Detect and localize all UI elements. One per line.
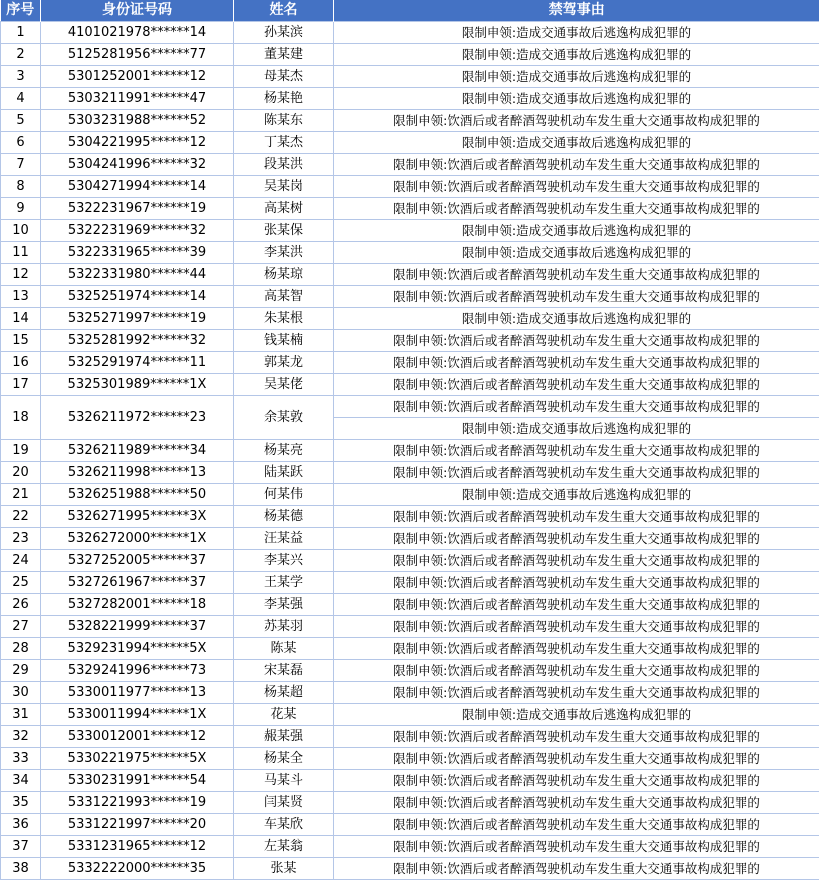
cell-reason: 限制申领:饮酒后或者醉酒驾驶机动车发生重大交通事故构成犯罪的 [334,748,819,770]
cell-name: 吴某岗 [234,176,334,198]
cell-id: 5326211989******34 [41,440,234,462]
table-row [1,572,819,594]
cell-name: 陈某 [234,638,334,660]
header-reason: 禁驾事由 [334,0,819,22]
cell-id: 5303211991******47 [41,88,234,110]
cell-reason: 限制申领:饮酒后或者醉酒驾驶机动车发生重大交通事故构成犯罪的 [334,176,819,198]
cell-name: 陈某东 [234,110,334,132]
cell-no: 12 [1,264,41,286]
cell-reason: 限制申领:饮酒后或者醉酒驾驶机动车发生重大交通事故构成犯罪的 [334,682,819,704]
cell-no: 22 [1,506,41,528]
cell-no: 20 [1,462,41,484]
cell-name: 杨某琼 [234,264,334,286]
cell-id: 5329231994******5X [41,638,234,660]
cell-id: 4101021978******14 [41,22,234,44]
cell-reason: 限制申领:造成交通事故后逃逸构成犯罪的 [334,418,819,440]
cell-reason: 限制申领:饮酒后或者醉酒驾驶机动车发生重大交通事故构成犯罪的 [334,110,819,132]
cell-no: 30 [1,682,41,704]
cell-name: 母某杰 [234,66,334,88]
table-row [1,330,819,352]
table-row [1,242,819,264]
table-row [1,748,819,770]
cell-no: 15 [1,330,41,352]
cell-no: 25 [1,572,41,594]
cell-reason: 限制申领:饮酒后或者醉酒驾驶机动车发生重大交通事故构成犯罪的 [334,550,819,572]
table-row [1,22,819,44]
cell-no: 13 [1,286,41,308]
cell-no: 33 [1,748,41,770]
cell-no: 37 [1,836,41,858]
cell-no: 17 [1,374,41,396]
cell-id: 5303231988******52 [41,110,234,132]
cell-id: 5327261967******37 [41,572,234,594]
table-row [1,528,819,550]
cell-reason: 限制申领:饮酒后或者醉酒驾驶机动车发生重大交通事故构成犯罪的 [334,638,819,660]
table-row [1,594,819,616]
cell-reason: 限制申领:造成交通事故后逃逸构成犯罪的 [334,66,819,88]
cell-reason: 限制申领:饮酒后或者醉酒驾驶机动车发生重大交通事故构成犯罪的 [334,396,819,418]
cell-name: 闫某贤 [234,792,334,814]
table-row [1,308,819,330]
cell-reason: 限制申领:饮酒后或者醉酒驾驶机动车发生重大交通事故构成犯罪的 [334,836,819,858]
cell-name: 汪某益 [234,528,334,550]
cell-no: 35 [1,792,41,814]
cell-reason: 限制申领:饮酒后或者醉酒驾驶机动车发生重大交通事故构成犯罪的 [334,660,819,682]
table-row [1,44,819,66]
cell-reason: 限制申领:饮酒后或者醉酒驾驶机动车发生重大交通事故构成犯罪的 [334,528,819,550]
cell-id: 5304241996******32 [41,154,234,176]
table-row [1,374,819,396]
cell-reason: 限制申领:饮酒后或者醉酒驾驶机动车发生重大交通事故构成犯罪的 [334,330,819,352]
cell-name: 车某欣 [234,814,334,836]
cell-name: 杨某艳 [234,88,334,110]
cell-no: 21 [1,484,41,506]
cell-name: 花某 [234,704,334,726]
cell-name: 李某兴 [234,550,334,572]
table-row [1,264,819,286]
cell-no: 28 [1,638,41,660]
cell-name: 苏某羽 [234,616,334,638]
cell-no: 16 [1,352,41,374]
cell-reason: 限制申领:饮酒后或者醉酒驾驶机动车发生重大交通事故构成犯罪的 [334,792,819,814]
cell-no: 38 [1,858,41,880]
cell-reason: 限制申领:饮酒后或者醉酒驾驶机动车发生重大交通事故构成犯罪的 [334,462,819,484]
header-no: 序号 [1,0,41,22]
cell-no: 7 [1,154,41,176]
cell-reason: 限制申领:造成交通事故后逃逸构成犯罪的 [334,220,819,242]
cell-no: 29 [1,660,41,682]
cell-no: 8 [1,176,41,198]
cell-name: 李某洪 [234,242,334,264]
cell-name: 董某建 [234,44,334,66]
cell-id: 5325281992******32 [41,330,234,352]
cell-id: 5330012001******12 [41,726,234,748]
cell-name: 左某翁 [234,836,334,858]
cell-reason: 限制申领:造成交通事故后逃逸构成犯罪的 [334,44,819,66]
cell-id: 5330231991******54 [41,770,234,792]
table-row [1,352,819,374]
cell-id: 5326211972******23 [41,396,234,440]
cell-name: 王某学 [234,572,334,594]
cell-no: 23 [1,528,41,550]
cell-reason: 限制申领:饮酒后或者醉酒驾驶机动车发生重大交通事故构成犯罪的 [334,726,819,748]
cell-id: 5326271995******3X [41,506,234,528]
cell-name: 朱某根 [234,308,334,330]
table-row [1,462,819,484]
cell-id: 5327252005******37 [41,550,234,572]
cell-no: 26 [1,594,41,616]
cell-id: 5322331980******44 [41,264,234,286]
cell-id: 5301252001******12 [41,66,234,88]
cell-reason: 限制申领:饮酒后或者醉酒驾驶机动车发生重大交通事故构成犯罪的 [334,572,819,594]
cell-reason: 限制申领:造成交通事故后逃逸构成犯罪的 [334,88,819,110]
cell-no: 6 [1,132,41,154]
cell-no: 5 [1,110,41,132]
cell-id: 5125281956******77 [41,44,234,66]
cell-id: 5322331965******39 [41,242,234,264]
cell-no: 34 [1,770,41,792]
table-row [1,88,819,110]
cell-name: 余某敦 [234,396,334,440]
cell-id: 5304221995******12 [41,132,234,154]
cell-name: 钱某楠 [234,330,334,352]
cell-name: 陆某跃 [234,462,334,484]
cell-name: 赧某强 [234,726,334,748]
cell-name: 吴某佬 [234,374,334,396]
cell-no: 19 [1,440,41,462]
cell-name: 杨某全 [234,748,334,770]
cell-reason: 限制申领:饮酒后或者醉酒驾驶机动车发生重大交通事故构成犯罪的 [334,198,819,220]
table-row [1,176,819,198]
cell-id: 5330011977******13 [41,682,234,704]
cell-reason: 限制申领:饮酒后或者醉酒驾驶机动车发生重大交通事故构成犯罪的 [334,286,819,308]
cell-reason: 限制申领:造成交通事故后逃逸构成犯罪的 [334,484,819,506]
cell-name: 杨某超 [234,682,334,704]
cell-name: 马某斗 [234,770,334,792]
cell-name: 郭某龙 [234,352,334,374]
table-row [1,726,819,748]
cell-id: 5331221997******20 [41,814,234,836]
cell-name: 丁某杰 [234,132,334,154]
cell-id: 5326211998******13 [41,462,234,484]
table-row [1,682,819,704]
cell-name: 李某强 [234,594,334,616]
cell-id: 5328221999******37 [41,616,234,638]
cell-name: 高某智 [234,286,334,308]
cell-reason: 限制申领:饮酒后或者醉酒驾驶机动车发生重大交通事故构成犯罪的 [334,594,819,616]
header-id: 身份证号码 [41,0,234,22]
table-row [1,660,819,682]
cell-name: 杨某德 [234,506,334,528]
table-row [1,770,819,792]
cell-id: 5322231967******19 [41,198,234,220]
cell-name: 孙某滨 [234,22,334,44]
cell-id: 5325301989******1X [41,374,234,396]
table-row [1,616,819,638]
cell-reason: 限制申领:饮酒后或者醉酒驾驶机动车发生重大交通事故构成犯罪的 [334,506,819,528]
cell-name: 何某伟 [234,484,334,506]
table-row [1,814,819,836]
header-name: 姓名 [234,0,334,22]
cell-no: 9 [1,198,41,220]
cell-reason: 限制申领:饮酒后或者醉酒驾驶机动车发生重大交通事故构成犯罪的 [334,374,819,396]
table-row [1,836,819,858]
cell-reason: 限制申领:造成交通事故后逃逸构成犯罪的 [334,704,819,726]
table-row [1,638,819,660]
table-row [1,440,819,462]
header-row [1,0,819,22]
cell-no: 36 [1,814,41,836]
cell-id: 5331221993******19 [41,792,234,814]
cell-id: 5329241996******73 [41,660,234,682]
cell-no: 11 [1,242,41,264]
table-row [1,506,819,528]
cell-name: 宋某磊 [234,660,334,682]
cell-no: 27 [1,616,41,638]
cell-no: 1 [1,22,41,44]
cell-no: 2 [1,44,41,66]
table-row [1,66,819,88]
table-row [1,550,819,572]
table-row [1,286,819,308]
table-row [1,132,819,154]
cell-reason: 限制申领:饮酒后或者醉酒驾驶机动车发生重大交通事故构成犯罪的 [334,616,819,638]
table-body [1,22,819,880]
cell-no: 4 [1,88,41,110]
cell-id: 5327282001******18 [41,594,234,616]
cell-reason: 限制申领:饮酒后或者醉酒驾驶机动车发生重大交通事故构成犯罪的 [334,770,819,792]
cell-no: 14 [1,308,41,330]
table-row [1,704,819,726]
cell-name: 段某洪 [234,154,334,176]
cell-reason: 限制申领:造成交通事故后逃逸构成犯罪的 [334,132,819,154]
cell-no: 10 [1,220,41,242]
cell-reason: 限制申领:饮酒后或者醉酒驾驶机动车发生重大交通事故构成犯罪的 [334,814,819,836]
cell-no: 3 [1,66,41,88]
table-row [1,110,819,132]
table-row [1,154,819,176]
cell-id: 5330011994******1X [41,704,234,726]
table-row [1,220,819,242]
cell-id: 5332222000******35 [41,858,234,880]
cell-id: 5326251988******50 [41,484,234,506]
cell-no: 32 [1,726,41,748]
cell-name: 高某树 [234,198,334,220]
cell-no: 18 [1,396,41,440]
table-row [1,396,819,418]
cell-reason: 限制申领:造成交通事故后逃逸构成犯罪的 [334,22,819,44]
cell-reason: 限制申领:饮酒后或者醉酒驾驶机动车发生重大交通事故构成犯罪的 [334,440,819,462]
table-row [1,858,819,880]
cell-id: 5322231969******32 [41,220,234,242]
cell-no: 31 [1,704,41,726]
cell-name: 张某 [234,858,334,880]
cell-reason: 限制申领:造成交通事故后逃逸构成犯罪的 [334,308,819,330]
cell-id: 5325271997******19 [41,308,234,330]
cell-id: 5331231965******12 [41,836,234,858]
cell-id: 5326272000******1X [41,528,234,550]
table-row [1,792,819,814]
cell-id: 5304271994******14 [41,176,234,198]
cell-reason: 限制申领:造成交通事故后逃逸构成犯罪的 [334,242,819,264]
cell-id: 5325291974******11 [41,352,234,374]
cell-reason: 限制申领:饮酒后或者醉酒驾驶机动车发生重大交通事故构成犯罪的 [334,352,819,374]
table-row [1,198,819,220]
cell-name: 张某保 [234,220,334,242]
cell-name: 杨某亮 [234,440,334,462]
cell-reason: 限制申领:饮酒后或者醉酒驾驶机动车发生重大交通事故构成犯罪的 [334,858,819,880]
cell-no: 24 [1,550,41,572]
cell-reason: 限制申领:饮酒后或者醉酒驾驶机动车发生重大交通事故构成犯罪的 [334,264,819,286]
table-row [1,484,819,506]
cell-id: 5330221975******5X [41,748,234,770]
cell-reason: 限制申领:饮酒后或者醉酒驾驶机动车发生重大交通事故构成犯罪的 [334,154,819,176]
cell-id: 5325251974******14 [41,286,234,308]
